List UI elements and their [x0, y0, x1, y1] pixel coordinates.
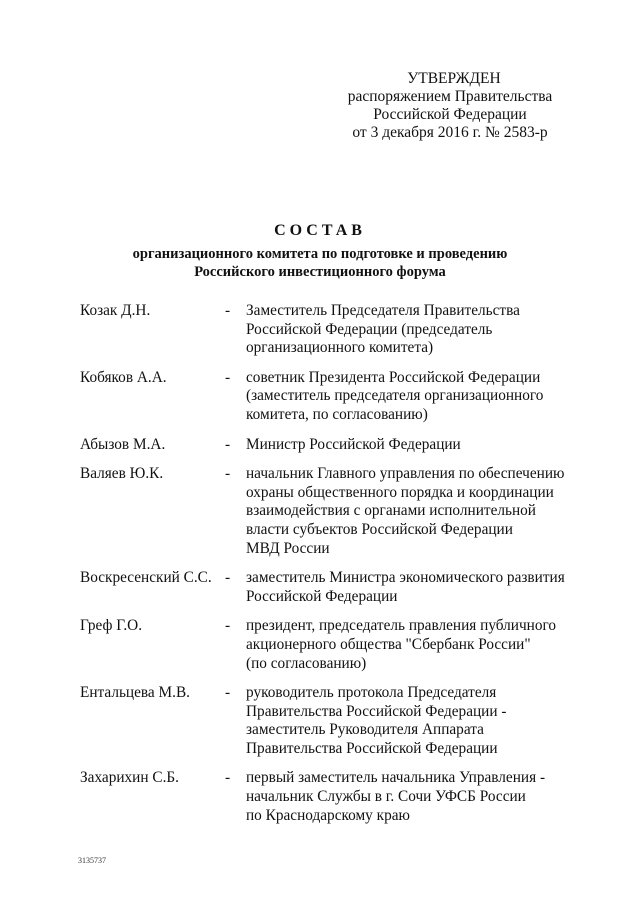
member-role-line: по Краснодарскому краю — [246, 806, 410, 824]
subtitle-line-2: Российского инвестиционного форума — [194, 264, 446, 280]
approval-line-order: распоряжением Правительства — [347, 88, 553, 105]
document-subtitle — [0, 245, 640, 281]
member-role-line: Правительства Российской Федерации — [246, 739, 498, 757]
member-role-line: Российской Федерации — [246, 587, 398, 605]
member-name: Козак Д.Н. — [80, 302, 151, 319]
document-code: 3135737 — [78, 856, 106, 865]
member-role — [246, 617, 576, 673]
member-row — [80, 436, 580, 455]
member-name: Абызов М.А. — [80, 435, 166, 453]
member-role — [246, 436, 576, 455]
member-name: Захарихин С.Б. — [80, 769, 180, 787]
member-role-line: организационного комитета) — [246, 339, 434, 357]
member-role-line: (по согласованию) — [246, 654, 367, 672]
member-row — [80, 569, 580, 606]
member-dash: - — [225, 617, 231, 635]
member-name: Валяев Ю.К. — [80, 465, 164, 483]
member-row — [80, 302, 580, 358]
document-title: СОСТАВ — [274, 222, 366, 239]
member-row — [80, 769, 580, 825]
approval-heading: УТВЕРЖДЕН — [407, 70, 501, 87]
member-name: Воскресенский С.С. — [80, 569, 212, 587]
member-name: Кобяков А.А. — [80, 368, 167, 386]
member-role — [246, 369, 576, 425]
member-row — [80, 465, 580, 558]
member-role-line: первый заместитель начальника Управления - — [246, 769, 546, 787]
member-role-line: заместитель Министра экономического развития — [246, 569, 565, 587]
member-list — [80, 302, 580, 836]
member-role — [246, 302, 576, 358]
member-role-line: Правительства Российской Федерации - — [246, 702, 507, 720]
member-dash: - — [225, 368, 231, 386]
member-role — [246, 684, 576, 758]
member-row — [80, 684, 580, 758]
member-role-line: комитета, по согласованию) — [246, 405, 428, 423]
member-dash: - — [225, 435, 231, 453]
approval-line-government: Российской Федерации — [373, 106, 527, 123]
member-role — [246, 569, 576, 606]
member-dash: - — [225, 465, 231, 483]
member-role-line: начальник Главного управления по обеспечению — [246, 465, 565, 483]
member-role-line: советник Президента Российской Федерации — [246, 368, 541, 386]
member-dash: - — [225, 684, 231, 702]
approval-stamp — [300, 70, 600, 142]
member-dash: - — [225, 569, 231, 587]
member-role-line: Заместитель Председателя Правительства — [246, 302, 520, 319]
member-dash: - — [225, 302, 231, 319]
member-role — [246, 769, 576, 825]
member-name: Ентальцева М.В. — [80, 684, 190, 702]
member-role-line: президент, председатель правления публичного — [246, 617, 557, 635]
member-dash: - — [225, 769, 231, 787]
member-row — [80, 617, 580, 673]
member-role-line: начальник Службы в г. Сочи УФСБ России — [246, 788, 526, 806]
member-role-line: Министр Российской Федерации — [246, 435, 461, 453]
member-role-line: власти субъектов Российской Федерации — [246, 520, 513, 538]
member-row — [80, 369, 580, 425]
subtitle-line-1: организационного комитета по подготовке и проведению — [132, 246, 508, 262]
member-role-line: взаимодействия с органами исполнительной — [246, 502, 536, 520]
member-role-line: охраны общественного порядка и координации — [246, 483, 554, 501]
member-role — [246, 465, 576, 558]
member-role-line: Российской Федерации (председатель — [246, 320, 493, 338]
member-role-line: руководитель протокола Председателя — [246, 684, 497, 702]
member-name: Греф Г.О. — [80, 617, 143, 635]
approval-line-date-number: от 3 декабря 2016 г. № 2583-р — [352, 124, 548, 141]
member-role-line: (заместитель председателя организационного — [246, 387, 544, 405]
member-role-line: заместитель Руководителя Аппарата — [246, 721, 484, 739]
member-role-line: МВД России — [246, 539, 330, 557]
member-role-line: акционерного общества "Сбербанк России" — [246, 635, 531, 653]
